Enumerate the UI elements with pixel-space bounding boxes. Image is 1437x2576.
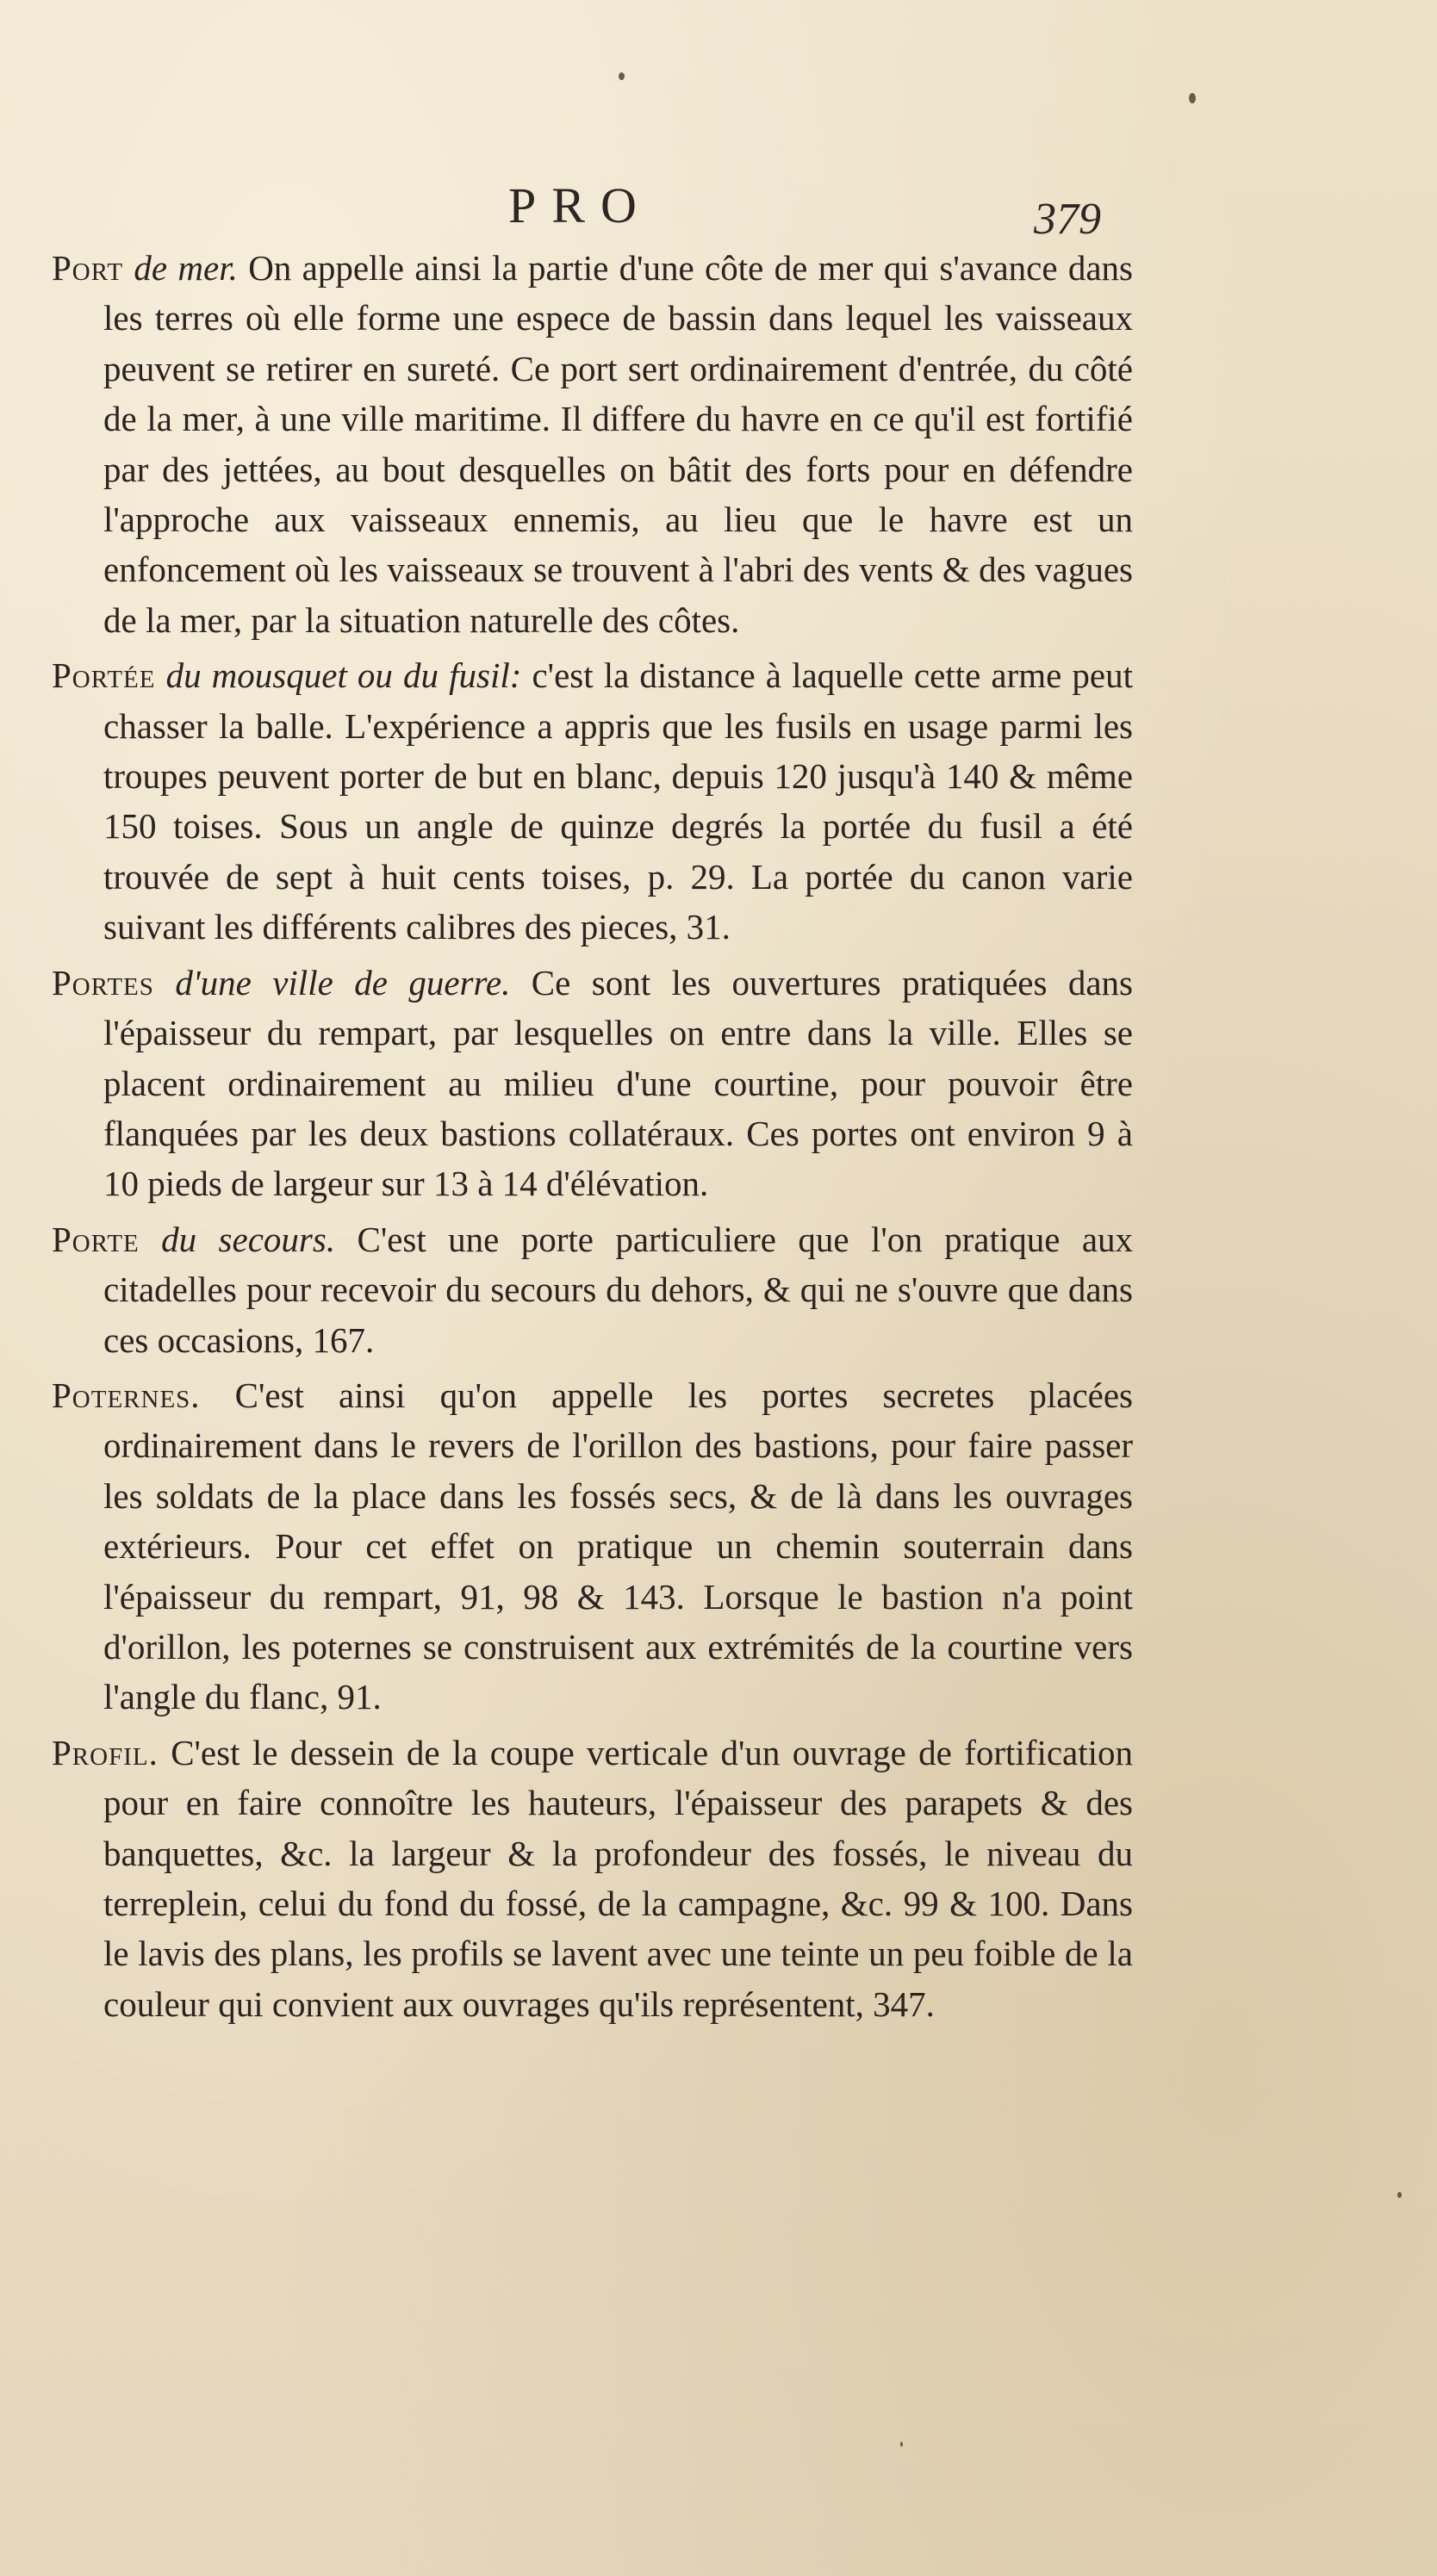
entry-portes	[52, 958, 1133, 1209]
paper-speck	[1397, 2192, 1402, 2198]
entry-qualifier: de mer.	[134, 248, 238, 288]
entry-text: C'est ainsi qu'on appelle les portes secretes placées ordinairement dans le revers de l'orillon des bastions, pour faire passer les soldats de la place dans les fossés secs, & de là dans les ouvrages extérieurs. Pour cet effet on pratique un chemin souterrain dans l'épaisseur du rempart, 91, 98 & 143. Lorsque le bastion n'a point d'orillon, les poternes se construisent aux extrémités de la courtine vers l'angle du flanc, 91.	[103, 1375, 1133, 1717]
entry-poternes	[52, 1370, 1133, 1723]
paper-speck	[900, 2442, 903, 2447]
entry-text: C'est le dessein de la coupe verticale d'un ouvrage de fortification pour en faire connoître les hauteurs, l'épaisseur des parapets & des banquettes, &c. la largeur & la profondeur des fossés, le niveau du terreplein, celui du fond du fossé, de la campagne, &c. 99 & 100. Dans le lavis des plans, les profils se lavent avec une teinte un peu foible de la couleur qui convient aux ouvrages qu'ils représentent, 347.	[103, 1732, 1134, 2024]
paper-speck	[1189, 93, 1196, 103]
entry-qualifier: du secours.	[161, 1219, 336, 1259]
entry-term: Profil.	[52, 1732, 159, 1772]
entry-term: Porte	[52, 1219, 140, 1259]
entry-text: c'est la distance à laquelle cette arme peut chasser la balle. L'expérience a appris que les fusils en usage parmi les troupes peuvent porter de but en blanc, depuis 120 jusqu'à 140 & même 150 toises. Sous un angle de quinze degrés la portée du fusil a été trouvée de sept à huit cents toises, p. 29. La portée du canon varie suivant les différents calibres des pieces, 31.	[103, 655, 1134, 947]
entry-porte-secours	[52, 1214, 1133, 1365]
entry-qualifier: d'une ville de guerre.	[175, 962, 511, 1002]
entry-text: Ce sont les ouvertures pratiquées dans l'épaisseur du rempart, par lesquelles on entre dans la ville. Elles se placent ordinairement au milieu d'une courtine, pour pouvoir être flanquées par les deux bastions collatéraux. Ces portes ont environ 9 à 10 pieds de largeur sur 13 à 14 d'élévation.	[103, 962, 1133, 1204]
entry-text: On appelle ainsi la partie d'une côte de mer qui s'avance dans les terres où elle forme une espece de bassin dans lequel les vaisseaux peuvent se retirer en sureté. Ce port sert ordinairement d'entrée, du côté de la mer, à une ville maritime. Il differe du havre en ce qu'il est fortifié par des jettées, au bout desquelles on bâtit des forts pour en défendre l'approche aux vaisseaux ennemis, au lieu que le havre est un enfoncement où les vaisseaux se trouvent à l'abri des vents & des vagues de la mer, par la situation naturelle des côtes.	[103, 248, 1134, 640]
entry-portee	[52, 650, 1133, 952]
paper-speck	[619, 72, 625, 80]
entry-text: C'est une porte particuliere que l'on pratique aux citadelles pour recevoir du secours du dehors, & qui ne s'ouvre que dans ces occasions, 167.	[103, 1219, 1134, 1360]
page-number: 379	[1034, 195, 1101, 244]
entry-profil	[52, 1728, 1133, 2029]
dictionary-column	[52, 243, 1133, 2034]
entry-term: Poternes.	[52, 1375, 201, 1415]
entry-term: Portes	[52, 962, 154, 1002]
entry-term: Port	[52, 248, 124, 288]
entry-qualifier: du mousquet ou du fusil:	[165, 655, 522, 696]
entry-port	[52, 243, 1133, 645]
running-head: PRO	[508, 177, 652, 233]
entry-term: Portée	[52, 655, 156, 696]
